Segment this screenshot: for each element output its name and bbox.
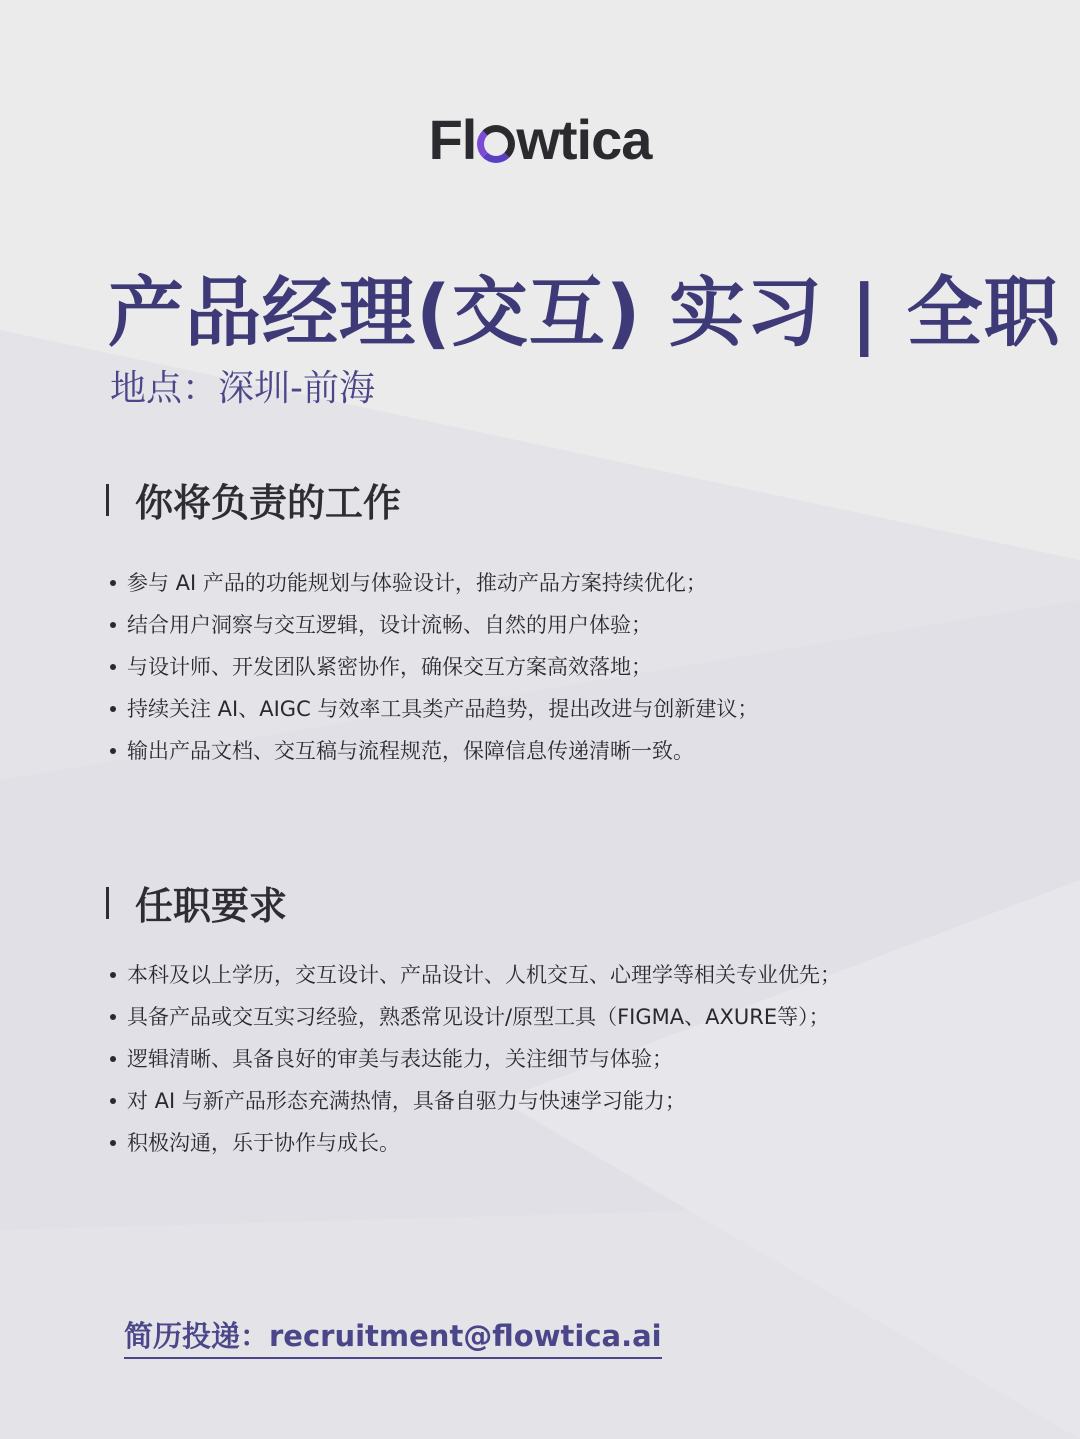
section-heading-responsibilities xyxy=(106,472,401,527)
list-item xyxy=(110,730,758,772)
list-item xyxy=(110,646,758,688)
list-item-text: 与设计师、开发团队紧密协作，确保交互方案高效落地； xyxy=(127,655,652,679)
list-item-text: 输出产品文档、交互稿与流程规范，保障信息传递清晰一致。 xyxy=(127,739,694,763)
list-item xyxy=(110,954,841,996)
list-item xyxy=(110,996,841,1038)
bullet-icon xyxy=(110,1098,116,1104)
requirements-list xyxy=(110,954,841,1164)
list-item-text: 持续关注 AI、AIGC 与效率工具类产品趋势，提出改进与创新建议； xyxy=(127,697,759,721)
bullet-icon xyxy=(110,1014,116,1020)
bullet-icon xyxy=(110,1140,116,1146)
bullet-icon xyxy=(110,972,116,978)
list-item-text: 结合用户洞察与交互逻辑，设计流畅、自然的用户体验； xyxy=(127,613,652,637)
list-item xyxy=(110,1080,841,1122)
logo-text-end: wtica xyxy=(516,108,652,171)
bullet-icon xyxy=(110,748,116,754)
list-item xyxy=(110,1122,841,1164)
job-location: 地点：深圳-前海 xyxy=(110,368,375,409)
list-item xyxy=(110,562,758,604)
list-item-text: 逻辑清晰、具备良好的审美与表达能力，关注细节与体验； xyxy=(127,1047,673,1071)
section-heading-requirements xyxy=(106,875,287,930)
section-heading-text: 任职要求 xyxy=(135,884,288,928)
flowtica-logo xyxy=(0,108,1080,171)
list-item xyxy=(110,604,758,646)
bullet-icon xyxy=(110,622,116,628)
bullet-icon xyxy=(110,664,116,670)
bullet-icon xyxy=(110,1056,116,1062)
section-bar-icon xyxy=(106,887,109,919)
job-title: 产品经理(交互) 实习 | 全职 xyxy=(108,268,1061,357)
logo-ring-icon xyxy=(477,125,515,163)
responsibilities-list xyxy=(110,562,758,772)
list-item-text: 积极沟通，乐于协作与成长。 xyxy=(127,1131,400,1155)
logo-text-start: Fl xyxy=(428,108,477,171)
list-item-text: 本科及以上学历，交互设计、产品设计、人机交互、心理学等相关专业优先； xyxy=(127,963,841,987)
section-bar-icon xyxy=(106,484,109,516)
list-item-text: 对 AI 与新产品形态充满热情，具备自驱力与快速学习能力； xyxy=(127,1089,686,1113)
list-item xyxy=(110,1038,841,1080)
resume-email-link[interactable]: 简历投递：recruitment@flowtica.ai xyxy=(124,1314,662,1359)
bullet-icon xyxy=(110,580,116,586)
section-heading-text: 你将负责的工作 xyxy=(135,481,402,525)
list-item-text: 具备产品或交互实习经验，熟悉常见设计/原型工具（FIGMA、AXURE等）； xyxy=(127,1005,830,1029)
list-item xyxy=(110,688,758,730)
list-item-text: 参与 AI 产品的功能规划与体验设计，推动产品方案持续优化； xyxy=(127,571,707,595)
bullet-icon xyxy=(110,706,116,712)
